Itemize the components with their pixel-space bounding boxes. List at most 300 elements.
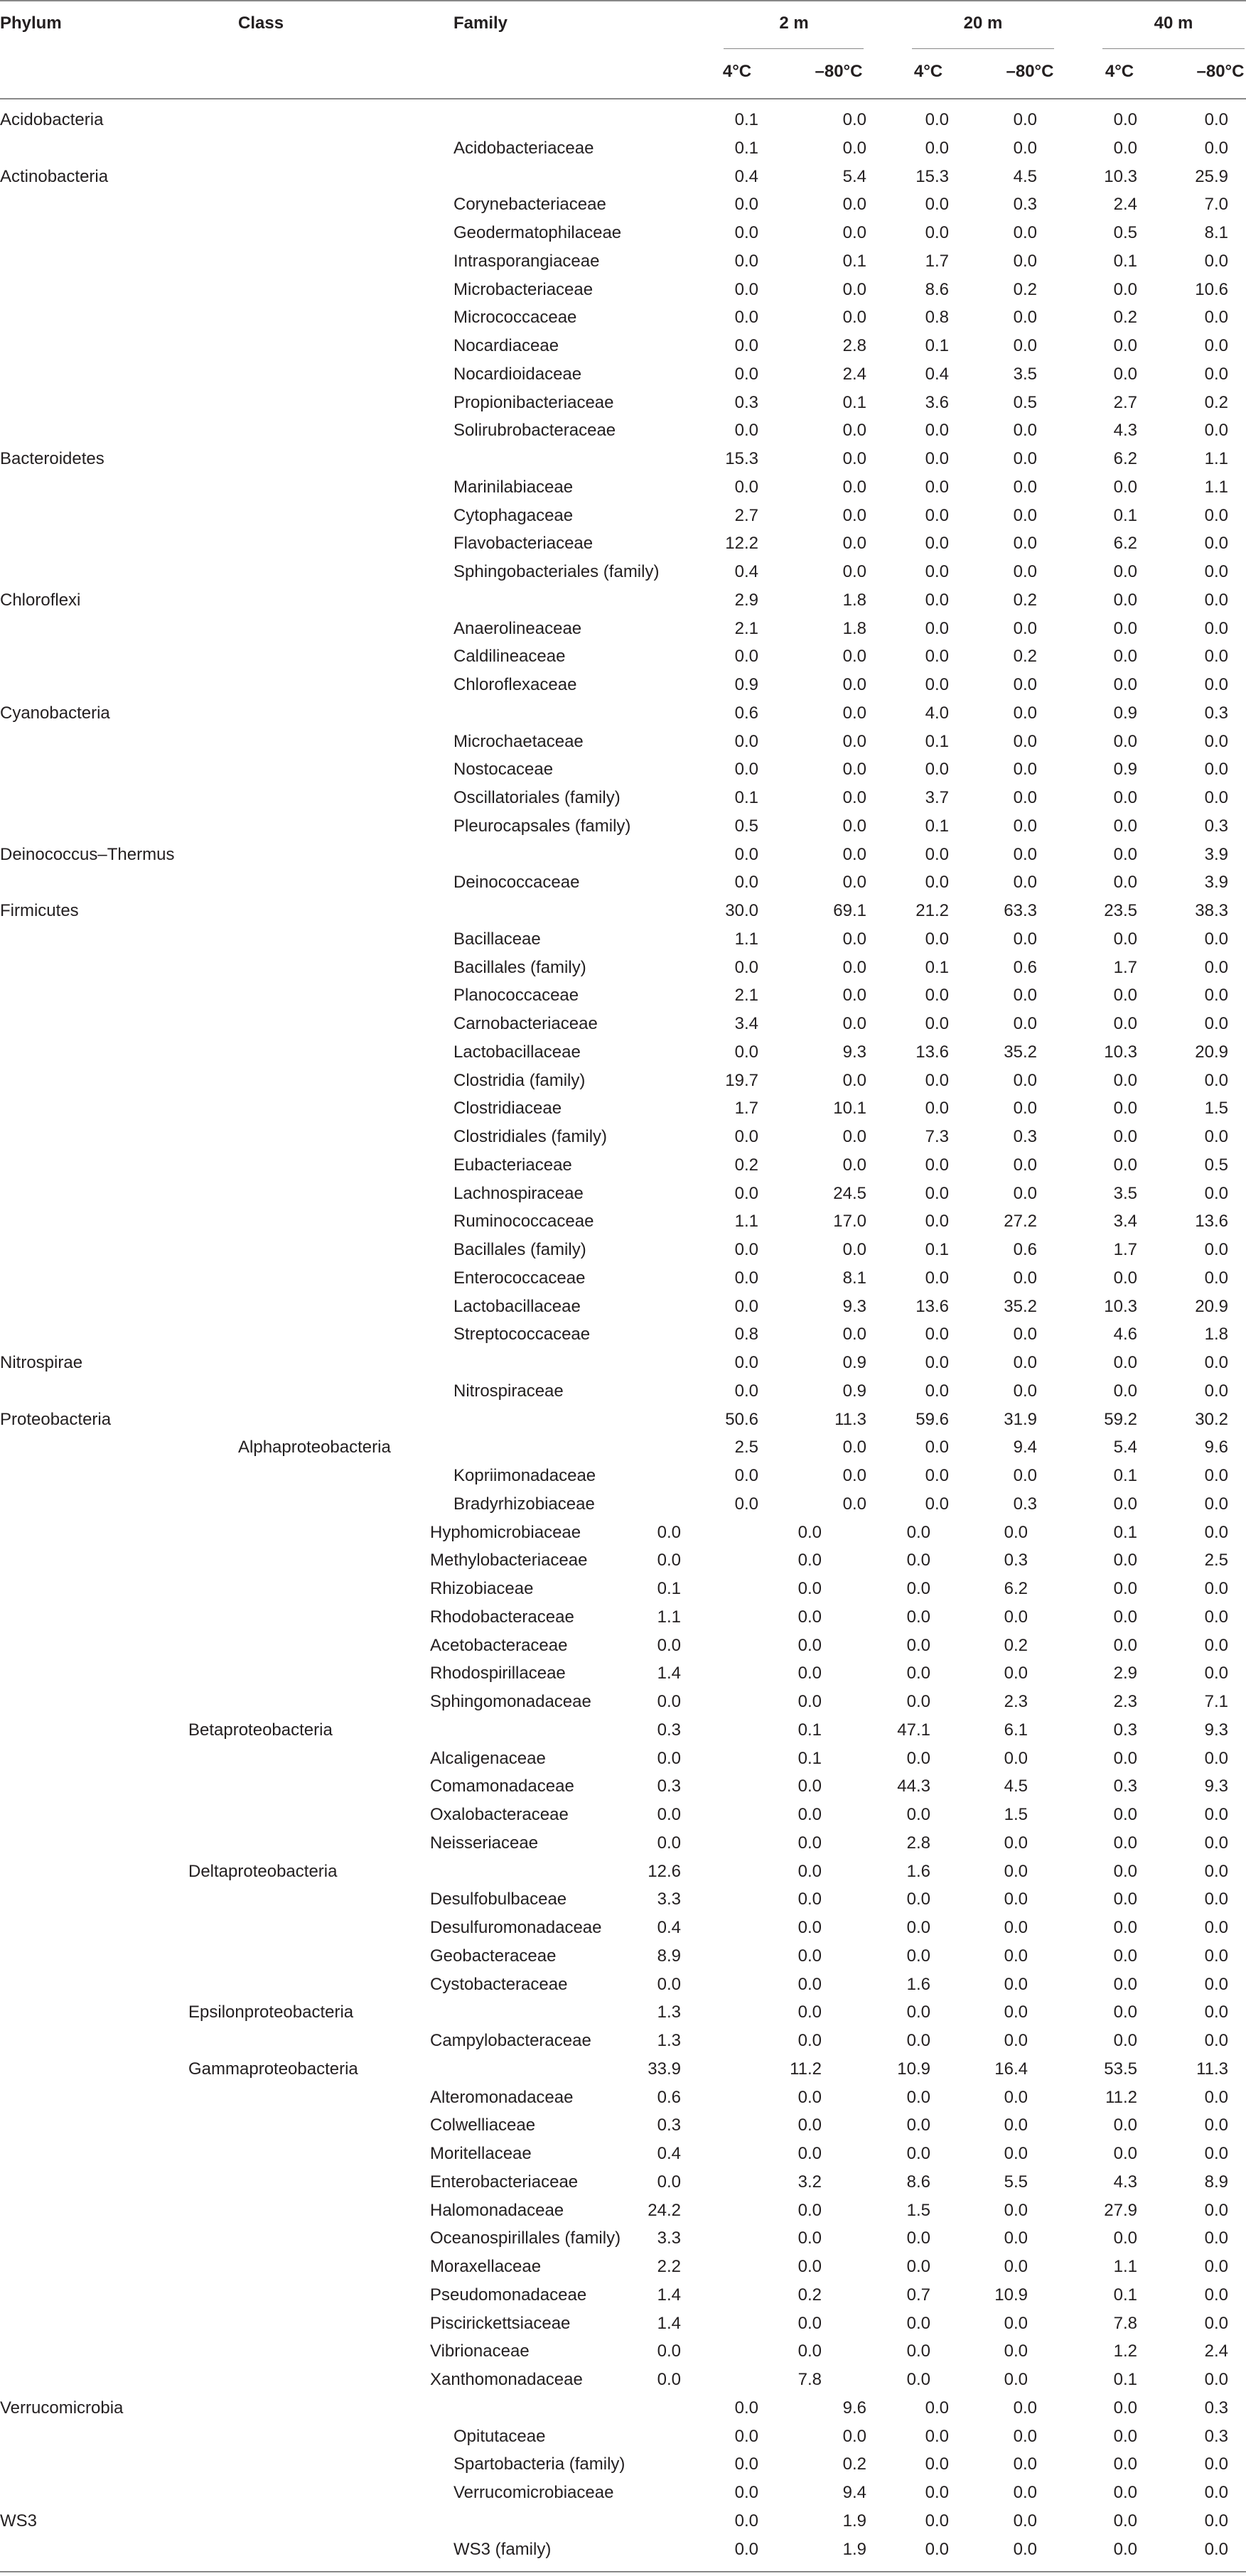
value-cell: 0.0 [1004, 1974, 1028, 1994]
value-cell: 0.0 [1204, 2003, 1228, 2022]
value-cell: 0.0 [1113, 1974, 1137, 1994]
value-cell: 0.2 [1013, 647, 1037, 667]
value-cell: 0.0 [906, 1664, 930, 1683]
table-row [0, 1632, 1246, 1661]
value-cell: 0.1 [734, 110, 758, 129]
value-cell: 35.2 [1004, 1042, 1037, 1062]
value-cell: 0.0 [1004, 2087, 1028, 2107]
value-cell: 2.3 [1113, 1692, 1137, 1711]
header-class: Class [238, 14, 284, 33]
family-name: Methylobacteriaceae [430, 1551, 588, 1570]
family-name: Sphingobacteriales (family) [453, 562, 660, 581]
value-cell: 0.2 [1204, 392, 1228, 412]
value-cell: 0.0 [1113, 336, 1137, 355]
value-cell: 0.0 [1113, 562, 1137, 581]
value-cell: 0.3 [1113, 1777, 1137, 1796]
value-cell: 0.0 [925, 1155, 949, 1175]
value-cell: 0.0 [797, 1607, 822, 1627]
value-cell: 0.0 [734, 1494, 758, 1514]
value-cell: 0.0 [1004, 1918, 1028, 1937]
value-cell: 0.0 [1113, 1918, 1137, 1937]
value-cell: 2.7 [1113, 392, 1137, 412]
value-cell: 0.1 [1113, 251, 1137, 271]
value-cell: 3.6 [925, 392, 949, 412]
family-name: Chloroflexaceae [453, 675, 577, 694]
value-cell: 0.0 [842, 138, 866, 158]
family-name: Rhodospirillaceae [430, 1664, 566, 1683]
value-cell: 0.6 [1013, 1240, 1037, 1259]
table-row [0, 1349, 1246, 1378]
value-cell: 0.0 [1004, 2031, 1028, 2050]
table-row [0, 1604, 1246, 1632]
phylum-name: Deinococcus–Thermus [0, 844, 175, 864]
value-cell: 38.3 [1195, 901, 1228, 920]
table-row [0, 672, 1246, 700]
value-cell: 0.0 [1013, 308, 1037, 328]
value-cell: 0.0 [906, 2031, 930, 2050]
header-temp-4c: 4°C [722, 62, 752, 81]
value-cell: 0.0 [925, 760, 949, 780]
table-row [0, 785, 1246, 813]
value-cell: 0.0 [734, 2398, 758, 2418]
value-cell: 0.0 [1204, 2539, 1228, 2559]
table-row [0, 728, 1246, 757]
family-name: Oxalobacteraceae [430, 1805, 569, 1824]
value-cell: 0.0 [1204, 618, 1228, 638]
family-name: Acetobacteraceae [430, 1635, 568, 1655]
family-name: Enterococcaceae [453, 1268, 586, 1288]
value-cell: 9.4 [842, 2483, 866, 2502]
value-cell: 0.1 [925, 1240, 949, 1259]
table-row [0, 361, 1246, 389]
value-cell: 23.5 [1104, 901, 1137, 920]
value-cell: 0.0 [1204, 2511, 1228, 2531]
value-cell: 0.1 [1113, 505, 1137, 525]
value-cell: 0.0 [925, 2483, 949, 2502]
value-cell: 0.0 [842, 1240, 866, 1259]
value-cell: 20.9 [1195, 1042, 1228, 1062]
value-cell: 13.6 [915, 1296, 949, 1316]
value-cell: 0.6 [1013, 957, 1037, 977]
value-cell: 0.0 [797, 2003, 822, 2022]
value-cell: 0.0 [925, 562, 949, 581]
value-cell: 0.0 [797, 2116, 822, 2135]
value-cell: 25.9 [1195, 166, 1228, 186]
value-cell: 0.4 [734, 166, 758, 186]
family-name: Marinilabiaceae [453, 477, 574, 497]
value-cell: 0.0 [1113, 1607, 1137, 1627]
value-cell: 0.0 [1013, 421, 1037, 441]
value-cell: 0.0 [842, 308, 866, 328]
family-name: Propionibacteriaceae [453, 392, 614, 412]
family-name: Corynebacteriaceae [453, 195, 606, 215]
value-cell: 0.0 [906, 2144, 930, 2163]
value-cell: 0.0 [1204, 1127, 1228, 1146]
value-cell: 0.0 [842, 562, 866, 581]
family-name: Vibrionaceae [430, 2341, 530, 2361]
value-cell: 0.0 [1204, 788, 1228, 807]
table-row [0, 2310, 1246, 2339]
value-cell: 0.0 [1013, 1268, 1037, 1288]
value-cell: 0.2 [842, 2454, 866, 2474]
family-name: Neisseriaceae [430, 1833, 539, 1853]
table-row [0, 756, 1246, 785]
value-cell: 1.1 [1204, 449, 1228, 468]
table-row [0, 220, 1246, 248]
table-row [0, 107, 1246, 135]
value-cell: 1.7 [1113, 1240, 1137, 1259]
header-temp-minus80c: –80°C [1196, 62, 1245, 81]
value-cell: 0.0 [1204, 1918, 1228, 1937]
phylum-name: Bacteroidetes [0, 449, 104, 468]
value-cell: 0.0 [1013, 788, 1037, 807]
value-cell: 0.0 [906, 1522, 930, 1542]
value-cell: 35.2 [1004, 1296, 1037, 1316]
value-cell: 0.0 [842, 534, 866, 554]
value-cell: 0.0 [734, 2539, 758, 2559]
value-cell: 0.2 [1113, 308, 1137, 328]
value-cell: 0.0 [906, 1551, 930, 1570]
phylum-name: Verrucomicrobia [0, 2398, 124, 2418]
value-cell: 3.4 [1113, 1212, 1137, 1232]
phylum-name: Cyanobacteria [0, 703, 110, 723]
value-cell: 0.1 [797, 1748, 822, 1768]
value-cell: 0.0 [1004, 1607, 1028, 1627]
family-name: Pleurocapsales (family) [453, 816, 631, 836]
value-cell: 0.0 [1204, 2116, 1228, 2135]
table-row [0, 700, 1246, 728]
value-cell: 0.1 [925, 336, 949, 355]
value-cell: 0.0 [925, 138, 949, 158]
value-cell: 1.1 [657, 1607, 681, 1627]
value-cell: 24.2 [648, 2200, 681, 2220]
table-row [0, 1914, 1246, 1943]
value-cell: 0.0 [906, 2003, 930, 2022]
family-name: Pseudomonadaceae [430, 2285, 587, 2305]
value-cell: 59.6 [915, 1409, 949, 1429]
value-cell: 0.0 [1113, 1890, 1137, 1909]
value-cell: 0.8 [734, 1325, 758, 1344]
value-cell: 0.9 [842, 1353, 866, 1372]
value-cell: 0.0 [842, 1014, 866, 1033]
family-name: Geobacteraceae [430, 1946, 557, 1966]
value-cell: 4.0 [925, 703, 949, 723]
value-cell: 0.0 [1004, 1861, 1028, 1881]
family-name: Deinococcaceae [453, 873, 580, 893]
value-cell: 8.1 [1204, 223, 1228, 242]
value-cell: 13.6 [915, 1042, 949, 1062]
value-cell: 0.0 [842, 449, 866, 468]
value-cell: 0.0 [925, 618, 949, 638]
family-name: Rhizobiaceae [430, 1579, 534, 1598]
value-cell: 0.3 [1013, 1494, 1037, 1514]
table-row [0, 2366, 1246, 2395]
value-cell: 8.6 [925, 279, 949, 299]
value-cell: 3.5 [1113, 1183, 1137, 1203]
value-cell: 0.0 [1204, 1974, 1228, 1994]
value-cell: 0.6 [734, 703, 758, 723]
value-cell: 0.3 [734, 392, 758, 412]
family-name: Geodermatophilaceae [453, 223, 622, 242]
value-cell: 0.0 [1113, 364, 1137, 384]
value-cell: 0.0 [1204, 1579, 1228, 1598]
table-row [0, 530, 1246, 559]
value-cell: 0.3 [657, 2116, 681, 2135]
value-cell: 0.0 [734, 1466, 758, 1485]
phylum-name: Nitrospirae [0, 1353, 83, 1372]
value-cell: 15.3 [725, 449, 758, 468]
value-cell: 0.0 [734, 1353, 758, 1372]
value-cell: 0.0 [925, 421, 949, 441]
value-cell: 1.7 [925, 251, 949, 271]
family-name: Flavobacteriaceae [453, 534, 594, 554]
value-cell: 0.0 [1113, 675, 1137, 694]
value-cell: 0.0 [797, 2200, 822, 2220]
value-cell: 0.0 [1204, 2031, 1228, 2050]
value-cell: 0.0 [842, 788, 866, 807]
value-cell: 0.0 [797, 1861, 822, 1881]
value-cell: 0.0 [842, 760, 866, 780]
value-cell: 0.0 [1013, 2539, 1037, 2559]
value-cell: 10.9 [897, 2059, 930, 2079]
value-cell: 2.2 [657, 2257, 681, 2276]
family-name: Solirubrobacteraceae [453, 421, 616, 441]
value-cell: 0.0 [1113, 2454, 1137, 2474]
family-name: Carnobacteriaceae [453, 1014, 598, 1033]
value-cell: 0.0 [657, 1692, 681, 1711]
value-cell: 1.1 [734, 929, 758, 949]
value-cell: 0.0 [1204, 2313, 1228, 2333]
family-name: Anaerolineaceae [453, 618, 582, 638]
value-cell: 0.0 [925, 844, 949, 864]
value-cell: 0.0 [925, 2426, 949, 2446]
value-cell: 4.6 [1113, 1325, 1137, 1344]
value-cell: 1.8 [842, 618, 866, 638]
value-cell: 0.0 [1113, 138, 1137, 158]
value-cell: 0.7 [906, 2285, 930, 2305]
value-cell: 0.0 [842, 647, 866, 667]
table-row [0, 926, 1246, 954]
value-cell: 0.1 [657, 1579, 681, 1598]
value-cell: 0.0 [1204, 1635, 1228, 1655]
table-row [0, 1830, 1246, 1858]
value-cell: 0.5 [734, 816, 758, 836]
header-group-40m: 40 m [1154, 14, 1193, 33]
value-cell: 0.0 [797, 1974, 822, 1994]
table-row [0, 1321, 1246, 1349]
class-name: Epsilonproteobacteria [188, 2003, 354, 2022]
value-cell: 1.1 [734, 1212, 758, 1232]
family-name: Desulfobulbaceae [430, 1890, 567, 1909]
value-cell: 0.0 [734, 873, 758, 893]
value-cell: 27.9 [1104, 2200, 1137, 2220]
value-cell: 0.0 [1004, 2229, 1028, 2248]
value-cell: 0.9 [1113, 760, 1137, 780]
value-cell: 0.0 [1004, 2370, 1028, 2389]
value-cell: 0.4 [925, 364, 949, 384]
value-cell: 9.3 [842, 1042, 866, 1062]
value-cell: 0.0 [925, 505, 949, 525]
value-cell: 0.0 [1204, 534, 1228, 554]
value-cell: 0.0 [925, 1325, 949, 1344]
value-cell: 0.0 [657, 1551, 681, 1570]
value-cell: 0.9 [1113, 703, 1137, 723]
value-cell: 0.0 [797, 1522, 822, 1542]
value-cell: 2.4 [1113, 195, 1137, 215]
value-cell: 0.0 [1204, 364, 1228, 384]
value-cell: 1.4 [657, 2313, 681, 2333]
value-cell: 0.0 [1004, 2257, 1028, 2276]
value-cell: 1.4 [657, 1664, 681, 1683]
value-cell: 0.0 [1113, 2031, 1137, 2050]
value-cell: 0.0 [1204, 1833, 1228, 1853]
value-cell: 2.9 [734, 590, 758, 610]
header-family: Family [453, 14, 508, 33]
value-cell: 0.2 [734, 1155, 758, 1175]
value-cell: 0.0 [1113, 2003, 1137, 2022]
value-cell: 0.0 [1013, 477, 1037, 497]
value-cell: 0.0 [1204, 2483, 1228, 2502]
value-cell: 0.0 [1113, 2398, 1137, 2418]
table-row [0, 1067, 1246, 1096]
value-cell: 0.0 [1113, 2229, 1137, 2248]
value-cell: 0.1 [734, 788, 758, 807]
family-name: Acidobacteriaceae [453, 138, 594, 158]
value-cell: 0.0 [1204, 1014, 1228, 1033]
value-cell: 30.0 [725, 901, 758, 920]
table-row [0, 1434, 1246, 1462]
value-cell: 0.0 [1113, 477, 1137, 497]
value-cell: 1.7 [1113, 957, 1137, 977]
family-name: Microchaetaceae [453, 731, 584, 751]
value-cell: 0.0 [1113, 844, 1137, 864]
value-cell: 1.3 [657, 2003, 681, 2022]
value-cell: 0.0 [1013, 2511, 1037, 2531]
value-cell: 0.0 [1113, 1070, 1137, 1090]
phylum-name: Proteobacteria [0, 1409, 112, 1429]
value-cell: 0.0 [734, 2483, 758, 2502]
value-cell: 0.0 [906, 2087, 930, 2107]
family-name: Nocardiaceae [453, 336, 559, 355]
value-cell: 0.0 [657, 1833, 681, 1853]
value-cell: 0.0 [842, 477, 866, 497]
family-name: Sphingomonadaceae [430, 1692, 591, 1711]
value-cell: 0.0 [842, 703, 866, 723]
family-name: Bacillales (family) [453, 1240, 586, 1259]
family-name: Bradyrhizobiaceae [453, 1494, 595, 1514]
value-cell: 0.0 [925, 1099, 949, 1119]
table-row [0, 1858, 1246, 1887]
value-cell: 0.0 [1013, 2426, 1037, 2446]
value-cell: 0.0 [842, 1070, 866, 1090]
value-cell: 0.0 [657, 1805, 681, 1824]
table-row [0, 1575, 1246, 1604]
value-cell: 0.0 [1204, 2257, 1228, 2276]
value-cell: 0.0 [797, 1664, 822, 1683]
value-cell: 0.3 [1204, 703, 1228, 723]
value-cell: 0.4 [657, 2144, 681, 2163]
value-cell: 0.0 [1113, 788, 1137, 807]
table-row [0, 1519, 1246, 1548]
value-cell: 0.0 [1013, 449, 1037, 468]
value-cell: 3.3 [657, 1890, 681, 1909]
value-cell: 19.7 [725, 1070, 758, 1090]
value-cell: 0.0 [1113, 731, 1137, 751]
value-cell: 0.0 [1113, 1748, 1137, 1768]
value-cell: 0.0 [1013, 760, 1037, 780]
value-cell: 3.4 [734, 1014, 758, 1033]
family-name: Nostocaceae [453, 760, 554, 780]
family-name: Moraxellaceae [430, 2257, 542, 2276]
family-name: Ruminococcaceae [453, 1212, 594, 1232]
value-cell: 0.0 [1113, 279, 1137, 299]
class-name: Alphaproteobacteria [238, 1438, 391, 1457]
value-cell: 0.0 [1204, 929, 1228, 949]
table-row [0, 1378, 1246, 1406]
value-cell: 0.0 [925, 675, 949, 694]
value-cell: 9.6 [1204, 1438, 1228, 1457]
value-cell: 0.0 [1113, 1381, 1137, 1401]
table-row [0, 1717, 1246, 1745]
value-cell: 3.3 [657, 2229, 681, 2248]
family-name: Cystobacteraceae [430, 1974, 568, 1994]
value-cell: 0.3 [1013, 195, 1037, 215]
value-cell: 0.0 [1013, 2454, 1037, 2474]
table-row [0, 2479, 1246, 2508]
value-cell: 0.9 [734, 675, 758, 694]
value-cell: 7.1 [1204, 1692, 1228, 1711]
table-row [0, 1293, 1246, 1322]
phylum-name: Firmicutes [0, 901, 79, 920]
value-cell: 0.0 [842, 873, 866, 893]
value-cell: 7.8 [797, 2370, 822, 2389]
family-name: Spartobacteria (family) [453, 2454, 625, 2474]
value-cell: 0.0 [734, 2454, 758, 2474]
value-cell: 16.4 [994, 2059, 1028, 2079]
value-cell: 0.0 [925, 534, 949, 554]
value-cell: 0.0 [734, 1296, 758, 1316]
table-row [0, 2253, 1246, 2282]
value-cell: 0.9 [842, 1381, 866, 1401]
value-cell: 9.3 [842, 1296, 866, 1316]
value-cell: 0.0 [925, 1070, 949, 1090]
value-cell: 0.0 [797, 1918, 822, 1937]
phylum-name: Chloroflexi [0, 590, 81, 610]
value-cell: 0.0 [1113, 2144, 1137, 2163]
value-cell: 0.0 [1204, 1240, 1228, 1259]
value-cell: 0.0 [734, 477, 758, 497]
value-cell: 0.0 [1113, 1805, 1137, 1824]
value-cell: 0.0 [1004, 1748, 1028, 1768]
family-name: Streptococcaceae [453, 1325, 591, 1344]
value-cell: 4.3 [1113, 2172, 1137, 2192]
value-cell: 0.0 [734, 731, 758, 751]
value-cell: 0.0 [1204, 110, 1228, 129]
table-row [0, 2084, 1246, 2113]
value-cell: 0.2 [1004, 1635, 1028, 1655]
table-row [0, 1971, 1246, 2000]
bottom-rule [0, 2571, 1246, 2572]
table-row [0, 813, 1246, 841]
family-name: Enterobacteriaceae [430, 2172, 579, 2192]
value-cell: 59.2 [1104, 1409, 1137, 1429]
table-row [0, 1886, 1246, 1914]
value-cell: 0.0 [734, 195, 758, 215]
value-cell: 2.1 [734, 986, 758, 1006]
value-cell: 3.7 [925, 788, 949, 807]
value-cell: 9.6 [842, 2398, 866, 2418]
value-cell: 24.5 [833, 1183, 866, 1203]
